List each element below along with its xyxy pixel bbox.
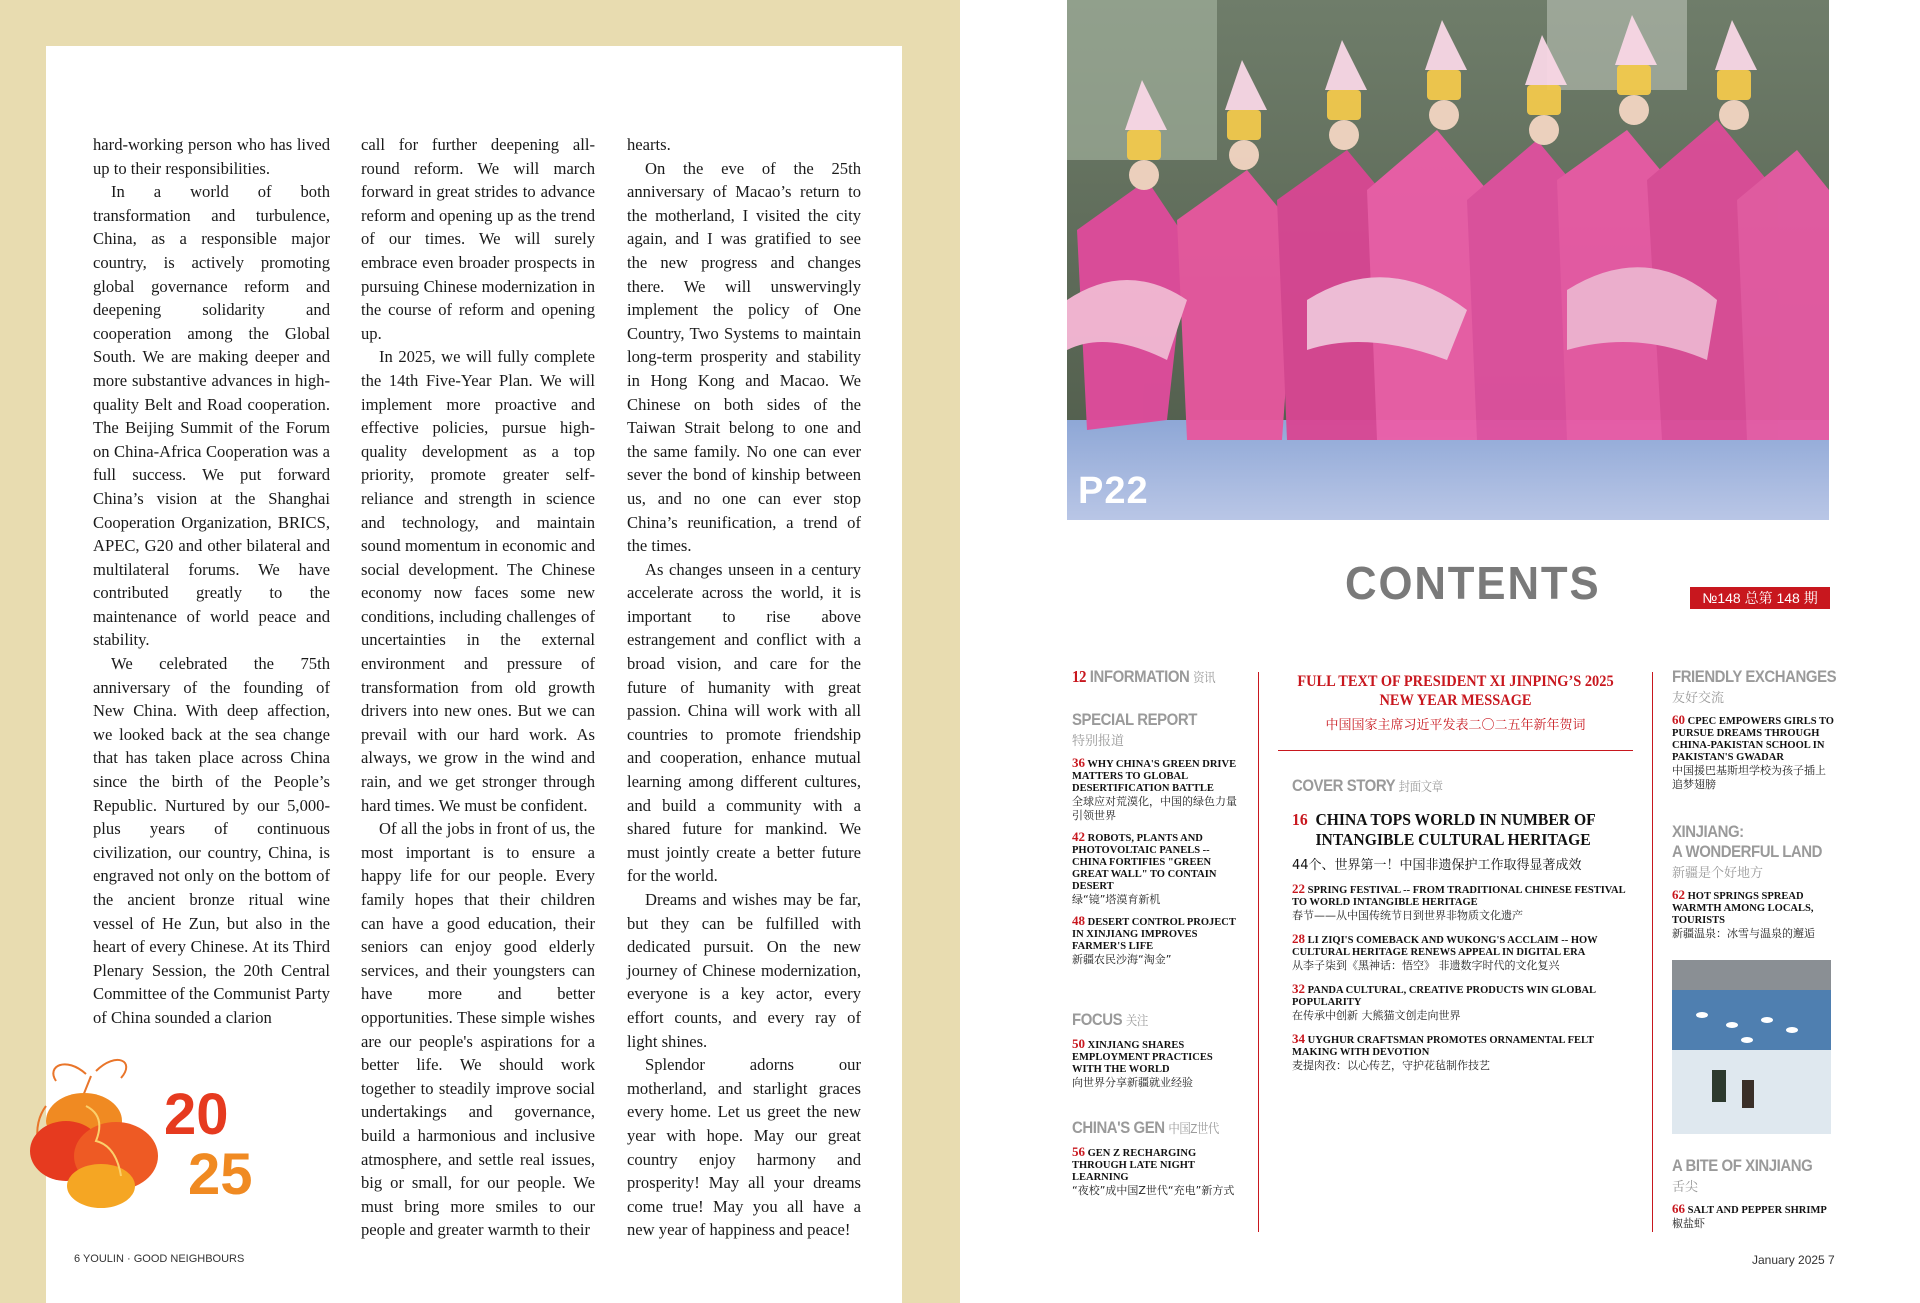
section-information[interactable] — [1072, 667, 1240, 687]
contents-entry[interactable] — [1292, 983, 1637, 1023]
feature-title-cn: 中国国家主席习近平发表二〇二五年新年贺词 — [1325, 718, 1586, 733]
entry-page-number: 66 — [1672, 1201, 1685, 1216]
entry-title: HOT SPRINGS SPREAD WARMTH AMONG LOCALS, TOURISTS — [1672, 891, 1814, 926]
entry-title-cn: “夜校”成中国Z世代“充电”新方式 — [1072, 1184, 1235, 1197]
article-paragraph: Dreams and wishes may be far, but they can be fulfilled with dedicated pursuit. On the new journey of Chinese modernization, everyone is a key actor, every effort counts, and every ray of light shines. — [627, 890, 861, 1051]
friendly-heading-cn: 友好交流 — [1672, 690, 1725, 705]
entry-page-number: 56 — [1072, 1144, 1085, 1159]
entry-title-cn: 新疆温泉：冰雪与温泉的邂逅 — [1672, 927, 1815, 940]
section-chinas-gen — [1072, 1118, 1240, 1198]
friendly-heading: FRIENDLY EXCHANGES — [1672, 667, 1837, 686]
entry-title: SALT AND PEPPER SHRIMP — [1685, 1205, 1827, 1216]
feature-divider — [1278, 750, 1633, 751]
entry-title-cn: 麦提肉孜：以心传艺，守护花毡制作技艺 — [1292, 1059, 1490, 1072]
article-paragraph: In a world of both transformation and turbulence, China, as a responsible major country, is actively promoting global governance reform and deepening solidarity and cooperation among the Global South. We are making deeper and more substantive advances in high-quality Belt and Road cooperation. The Beijing Summit of the Forum on China-Africa Cooperation was a full success. We put forward China’s vision at the Shanghai Cooperation Organization, BRICS, APEC, G20 and other bilateral and multilateral forums. We have contributed greatly to the maintenance of world peace and stability. — [93, 182, 330, 650]
article-paragraph: hard-working person who has lived up to their responsibilities. — [93, 135, 330, 178]
issue-badge: №148 总第 148 期 — [1690, 587, 1830, 609]
contents-divider-right — [1652, 672, 1653, 1232]
chinas-gen-heading-cn: 中国Z世代 — [1168, 1121, 1219, 1136]
xinjiang-heading-1: XINJIANG: — [1672, 822, 1744, 841]
entry-title-cn: 绿“镜”塔漠育新机 — [1072, 893, 1161, 906]
section-special-report — [1072, 710, 1240, 967]
article-paragraph: hearts. — [627, 135, 671, 154]
feature-title: FULL TEXT OF PRESIDENT XI JINPING’S 2025 NEW YEAR MESSAGE — [1297, 673, 1614, 709]
article-paragraph: In 2025, we will fully complete the 14th Five-Year Plan. We will implement more proactive and effective policies, pursue high-quality development as a top priority, promote greater self-reliance and strength in science and technology, and maintain sound momentum in economic and social development. The Chinese economy now faces some new conditions, including challenges of uncertainties in the external environment and pressure of transformation from old growth drivers into new ones. But we can prevail with our hard work. As always, we grow in the wind and rain, and we get stronger through hard times. We must be confident. — [361, 347, 595, 815]
information-page-number: 12 — [1072, 667, 1087, 686]
entry-title: SPRING FESTIVAL -- FROM TRADITIONAL CHINESE FESTIVAL TO WORLD INTANGIBLE HERITAGE — [1292, 885, 1626, 908]
photo-page-label: P22 — [1078, 470, 1149, 512]
entry-title: ROBOTS, PLANTS AND PHOTOVOLTAIC PANELS -- CHINA FORTIFIES "GREEN GREAT WALL" TO CONTAIN DESERT — [1072, 833, 1217, 892]
contents-entry[interactable] — [1072, 831, 1240, 907]
entry-page-number: 42 — [1072, 829, 1085, 844]
entry-title: XINJIANG SHARES EMPLOYMENT PRACTICES WITH THE WORLD — [1072, 1040, 1213, 1075]
entry-title-cn: 在传承中创新 大熊猫文创走向世界 — [1292, 1009, 1461, 1022]
article-paragraph: We celebrated the 75th anniversary of the founding of New China. With deep affection, we looked back at the sea change that has taken place across China since the birth of the People’s Republic. Nurtured by our 5,000-plus years of continuous civilization, our country, China, is engraved not only on the bottom of the ancient bronze ritual wine vessel of He Zun, but also in the heart of every Chinese. At its Third Plenary Session, the 20th Central Committee of the Communist Party of China sounded a clarion — [93, 654, 330, 1027]
article-column-3 — [627, 133, 861, 1242]
focus-heading: FOCUS — [1072, 1010, 1123, 1029]
information-heading: INFORMATION — [1089, 667, 1190, 686]
dancers-photo — [1067, 0, 1829, 520]
article-paragraph: Of all the jobs in front of us, the most important is to ensure a happy life for our people. Every family hopes that their children can have a good education, their seniors can enjoy good elderly services, and their youngsters can have more and better opportunities. These simple wishes are our people's aspirations for a better life. We should work together to steadily improve social undertakings and governance, build a harmonious and inclusive atmosphere, and settle real issues, big or small, for our people. We must bring more smiles to our people and greater warmth to their — [361, 819, 595, 1240]
article-column-2 — [361, 133, 595, 1242]
contents-divider-left — [1258, 672, 1259, 1232]
contents-entry[interactable] — [1072, 915, 1240, 967]
lead-title-cn: 44个、世界第一！中国非遗保护工作取得显著成效 — [1292, 858, 1582, 873]
frozen-lake-photo — [1672, 960, 1831, 1134]
contents-entry[interactable] — [1292, 1033, 1637, 1073]
lead-page-number: 16 — [1292, 810, 1308, 829]
cover-story-heading: COVER STORY — [1292, 776, 1395, 795]
entry-title: DESERT CONTROL PROJECT IN XINJIANG IMPROVES FARMER'S LIFE — [1072, 917, 1236, 952]
entry-page-number: 32 — [1292, 981, 1305, 996]
contents-entry[interactable] — [1072, 757, 1240, 823]
section-bite-of-xinjiang — [1672, 1156, 1834, 1231]
entry-title: LI ZIQI'S COMEBACK AND WUKONG'S ACCLAIM -- HOW CULTURAL HERITAGE RENEWS APPEAL IN DIGITAL ERA — [1292, 935, 1598, 958]
xinjiang-heading-cn: 新疆是个好地方 — [1672, 865, 1764, 880]
contents-entry[interactable] — [1672, 714, 1834, 792]
section-xinjiang — [1672, 822, 1834, 941]
article-paragraph: As changes unseen in a century accelerate across the world, it is important to rise above estrangement and conflict with a broad vision, and care for the future of humanity with great passion. China will work with all countries to promote friendship and cooperation, enhance mutual learning among different cultures, and build a community with a shared future for mankind. We must jointly create a better future for the world. — [627, 559, 861, 886]
entry-page-number: 62 — [1672, 887, 1685, 902]
information-heading-cn: 资讯 — [1193, 670, 1216, 685]
feature-new-year-message[interactable] — [1278, 672, 1633, 733]
entry-page-number: 50 — [1072, 1036, 1085, 1051]
entry-title: CPEC EMPOWERS GIRLS TO PURSUE DREAMS THROUGH CHINA-PAKISTAN SCHOOL IN PAKISTAN'S GWADAR — [1672, 716, 1834, 763]
article-paragraph: Splendor adorns our motherland, and starlight graces every home. Let us greet the new year with hope. May our great country enjoy harmony and prosperity! May all your dreams come true! May you all have a new year of happiness and peace! — [627, 1055, 861, 1240]
logo-year-top: 20 — [164, 1082, 229, 1147]
contents-entry[interactable] — [1672, 889, 1834, 941]
logo-year-bottom: 25 — [188, 1142, 253, 1207]
special-report-heading: SPECIAL REPORT — [1072, 710, 1197, 729]
section-friendly-exchanges — [1672, 667, 1837, 792]
contents-title: CONTENTS — [1345, 557, 1601, 609]
entry-page-number: 48 — [1072, 913, 1085, 928]
entry-page-number: 60 — [1672, 712, 1685, 727]
bite-heading: A BITE OF XINJIANG — [1672, 1156, 1813, 1175]
contents-entry[interactable] — [1292, 933, 1637, 973]
bite-heading-cn: 舌尖 — [1672, 1179, 1699, 1194]
contents-entry[interactable] — [1672, 1203, 1834, 1231]
lead-title: CHINA TOPS WORLD IN NUMBER OF INTANGIBLE CULTURAL HERITAGE — [1315, 810, 1596, 849]
entry-title-cn: 椒盐虾 — [1672, 1217, 1705, 1230]
entry-title-cn: 新疆农民沙海“淘金” — [1072, 953, 1172, 966]
entry-title-cn: 中国援巴基斯坦学校为孩子插上追梦翅膀 — [1672, 764, 1826, 791]
xinjiang-heading-2: A WONDERFUL LAND — [1672, 842, 1823, 861]
entry-page-number: 34 — [1292, 1031, 1305, 1046]
section-cover-story — [1292, 776, 1637, 1073]
contents-entry[interactable] — [1292, 883, 1637, 923]
focus-heading-cn: 关注 — [1125, 1013, 1148, 1028]
new-year-2025-logo — [26, 1046, 276, 1216]
entry-page-number: 36 — [1072, 755, 1085, 770]
entry-title: UYGHUR CRAFTSMAN PROMOTES ORNAMENTAL FELT MAKING WITH DEVOTION — [1292, 1035, 1594, 1058]
entry-title: GEN Z RECHARGING THROUGH LATE NIGHT LEARNING — [1072, 1148, 1197, 1183]
right-folio: January 2025 7 — [1752, 1253, 1835, 1267]
entry-title: WHY CHINA'S GREEN DRIVE MATTERS TO GLOBAL DESERTIFICATION BATTLE — [1072, 759, 1237, 794]
cover-story-lead[interactable] — [1292, 810, 1637, 873]
section-focus — [1072, 1010, 1240, 1090]
special-report-heading-cn: 特别报道 — [1072, 733, 1125, 748]
entry-title-cn: 全球应对荒漠化，中国的绿色力量引领世界 — [1072, 795, 1237, 822]
entry-title-cn: 从李子柒到《黑神话：悟空》 非遗数字时代的文化复兴 — [1292, 959, 1560, 972]
contents-entry[interactable] — [1072, 1038, 1240, 1090]
article-paragraph: On the eve of the 25th anniversary of Macao’s return to the motherland, I visited the city again, and I was gratified to see the new progress and changes there. We will unswervingly implement the policy of One Country, Two Systems to maintain long-term prosperity and stability in Hong Kong and Macao. We Chinese on both sides of the Taiwan Strait belong to one and the same family. No one can ever sever the bond of kinship between us, and no one can ever stop China’s reunification, a trend of the times. — [627, 158, 861, 556]
cover-story-heading-cn: 封面文章 — [1398, 779, 1443, 794]
article-paragraph: call for further deepening all-round reform. We will march forward in great strides to advance reform and opening up as the trend of our times. We will surely embrace even broader prospects in pursuing Chinese modernization in the course of reform and opening up. — [361, 135, 595, 343]
chinas-gen-heading: CHINA'S GEN — [1072, 1118, 1165, 1137]
entry-title-cn: 向世界分享新疆就业经验 — [1072, 1076, 1193, 1089]
entry-title: PANDA CULTURAL, CREATIVE PRODUCTS WIN GLOBAL POPULARITY — [1292, 985, 1596, 1008]
entry-page-number: 28 — [1292, 931, 1305, 946]
contents-entry[interactable] — [1072, 1146, 1240, 1198]
left-folio: 6 YOULIN · GOOD NEIGHBOURS — [74, 1253, 245, 1265]
entry-page-number: 22 — [1292, 881, 1305, 896]
entry-title-cn: 春节——从中国传统节日到世界非物质文化遗产 — [1292, 909, 1523, 922]
article-column-1 — [93, 133, 330, 1030]
